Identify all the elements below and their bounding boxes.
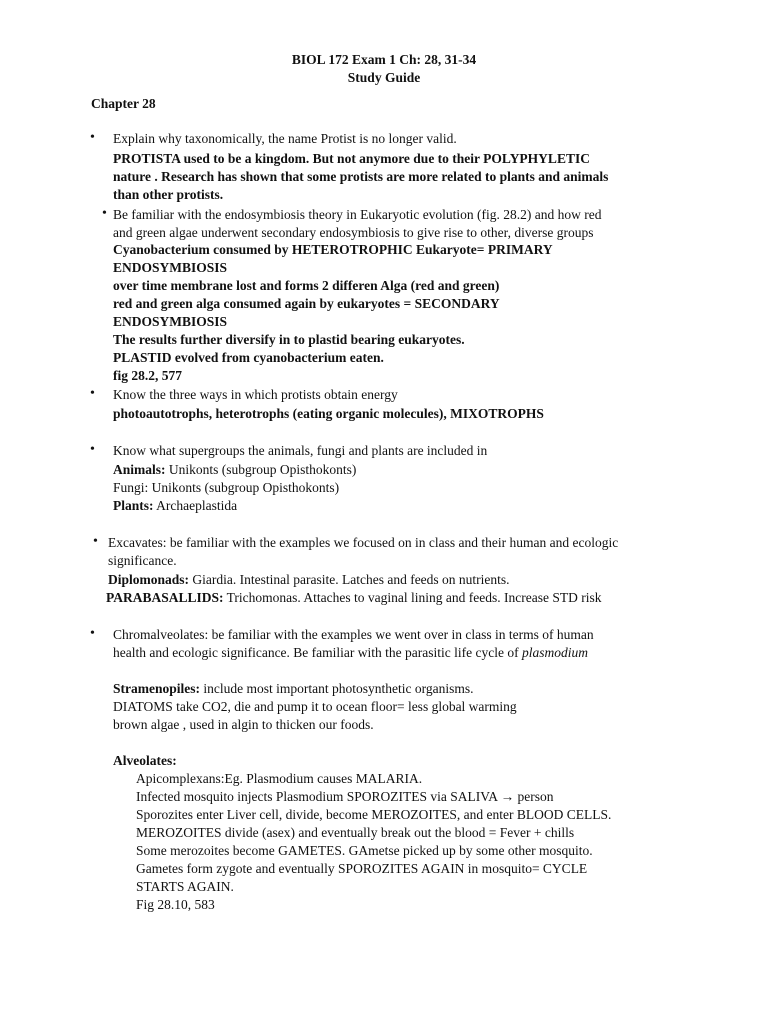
- q3-question: Know the three ways in which protists obtain energy: [113, 387, 398, 402]
- bullet: •: [90, 626, 95, 641]
- alveolates-line: [136, 789, 554, 805]
- chapter-heading: Chapter 28: [91, 96, 156, 111]
- q2-answer-line: red and green alga consumed again by eukaryotes = SECONDARY: [113, 296, 500, 311]
- alveolates-line: MEROZOITES divide (asex) and eventually break out the blood = Fever + chills: [136, 825, 575, 840]
- q5-question-line: significance.: [108, 553, 177, 568]
- alveolates-line: STARTS AGAIN.: [136, 879, 234, 894]
- q6-question-line: [113, 645, 588, 661]
- q5-diplomonads-value: Giardia. Intestinal parasite. Latches and feeds on nutrients.: [189, 572, 510, 587]
- q4-animals-label: Animals:: [113, 462, 166, 477]
- q2-answer-line: ENDOSYMBIOSIS: [113, 260, 228, 275]
- doc-title: BIOL 172 Exam 1 Ch: 28, 31-34: [291, 52, 477, 67]
- arrow-right-icon: →: [500, 789, 515, 804]
- q2-answer-line: ENDOSYMBIOSIS: [113, 314, 228, 329]
- q5-parabasallids-label: PARABASALLIDS:: [106, 590, 224, 605]
- doc-subtitle: Study Guide: [347, 70, 421, 85]
- q2-question-line: Be familiar with the endosymbiosis theory in Eukaryotic evolution (fig. 28.2) and how red: [113, 207, 602, 222]
- alveolates-arrow-target: person: [514, 789, 554, 804]
- q4-plants-value: Archaeplastida: [153, 498, 238, 513]
- alveolates-line: Some merozoites become GAMETES. GAmetse picked up by some other mosquito.: [136, 843, 593, 858]
- q1-answer-line: PROTISTA used to be a kingdom. But not anymore due to their POLYPHYLETIC: [113, 151, 590, 166]
- stramenopiles-label: Stramenopiles:: [113, 681, 200, 696]
- q4-animals-line: [113, 462, 356, 478]
- alveolates-line: Fig 28.10, 583: [136, 897, 215, 912]
- q2-answer-line: over time membrane lost and forms 2 differen Alga (red and green): [113, 278, 500, 293]
- q2-answer-line: The results further diversify in to plastid bearing eukaryotes.: [113, 332, 465, 347]
- stramenopiles-value: include most important photosynthetic organisms.: [200, 681, 474, 696]
- bullet: •: [90, 386, 95, 401]
- q5-diplomonads-label: Diplomonads:: [108, 572, 190, 587]
- stramenopiles-detail: DIATOMS take CO2, die and pump it to ocean floor= less global warming: [113, 699, 517, 714]
- q3-answer: photoautotrophs, heterotrophs (eating organic molecules), MIXOTROPHS: [113, 406, 544, 421]
- q5-parabasallids-value: Trichomonas. Attaches to vaginal lining and feeds. Increase STD risk: [223, 590, 602, 605]
- q4-fungi-line: Fungi: Unikonts (subgroup Opisthokonts): [113, 480, 340, 495]
- bullet: •: [90, 442, 95, 457]
- q2-answer-line: fig 28.2, 577: [113, 368, 182, 383]
- bullet: •: [90, 130, 95, 145]
- q5-parabasallids-line: [106, 590, 601, 606]
- q1-question: Explain why taxonomically, the name Protist is no longer valid.: [113, 131, 457, 146]
- stramenopiles-detail: brown algae , used in algin to thicken our foods.: [113, 717, 374, 732]
- q6-question-text: health and ecologic significance. Be familiar with the parasitic life cycle of: [113, 645, 522, 660]
- alveolates-line: Gametes form zygote and eventually SPOROZITES AGAIN in mosquito= CYCLE: [136, 861, 588, 876]
- q4-question: Know what supergroups the animals, fungi and plants are included in: [113, 443, 488, 458]
- q6-question-italic: plasmodium: [521, 645, 588, 660]
- q5-diplomonads-line: [108, 572, 510, 588]
- q2-question-line: and green algae underwent secondary endosymbiosis to give rise to other, diverse groups: [113, 225, 594, 240]
- q6-question-line: Chromalveolates: be familiar with the examples we went over in class in terms of human: [113, 627, 594, 642]
- alveolates-line: Sporozites enter Liver cell, divide, become MEROZOITES, and enter BLOOD CELLS.: [136, 807, 612, 822]
- alveolates-line: Apicomplexans:Eg. Plasmodium causes MALARIA.: [136, 771, 423, 786]
- alveolates-label: Alveolates:: [113, 753, 177, 768]
- stramenopiles-line: [113, 681, 473, 697]
- q4-animals-value: Unikonts (subgroup Opisthokonts): [165, 462, 357, 477]
- q1-answer-line: nature . Research has shown that some protists are more related to plants and animals: [113, 169, 609, 184]
- q5-question-line: Excavates: be familiar with the examples we focused on in class and their human and ecologic: [108, 535, 619, 550]
- q4-plants-line: [113, 498, 237, 514]
- alveolates-line-text: Infected mosquito injects Plasmodium SPOROZITES via SALIVA: [136, 789, 498, 804]
- bullet: •: [102, 206, 107, 221]
- q1-answer-line: than other protists.: [113, 187, 224, 202]
- bullet: •: [93, 534, 98, 549]
- q4-plants-label: Plants:: [113, 498, 154, 513]
- q2-answer-line: PLASTID evolved from cyanobacterium eaten.: [113, 350, 384, 365]
- q2-answer-line: Cyanobacterium consumed by HETEROTROPHIC Eukaryote= PRIMARY: [113, 242, 553, 257]
